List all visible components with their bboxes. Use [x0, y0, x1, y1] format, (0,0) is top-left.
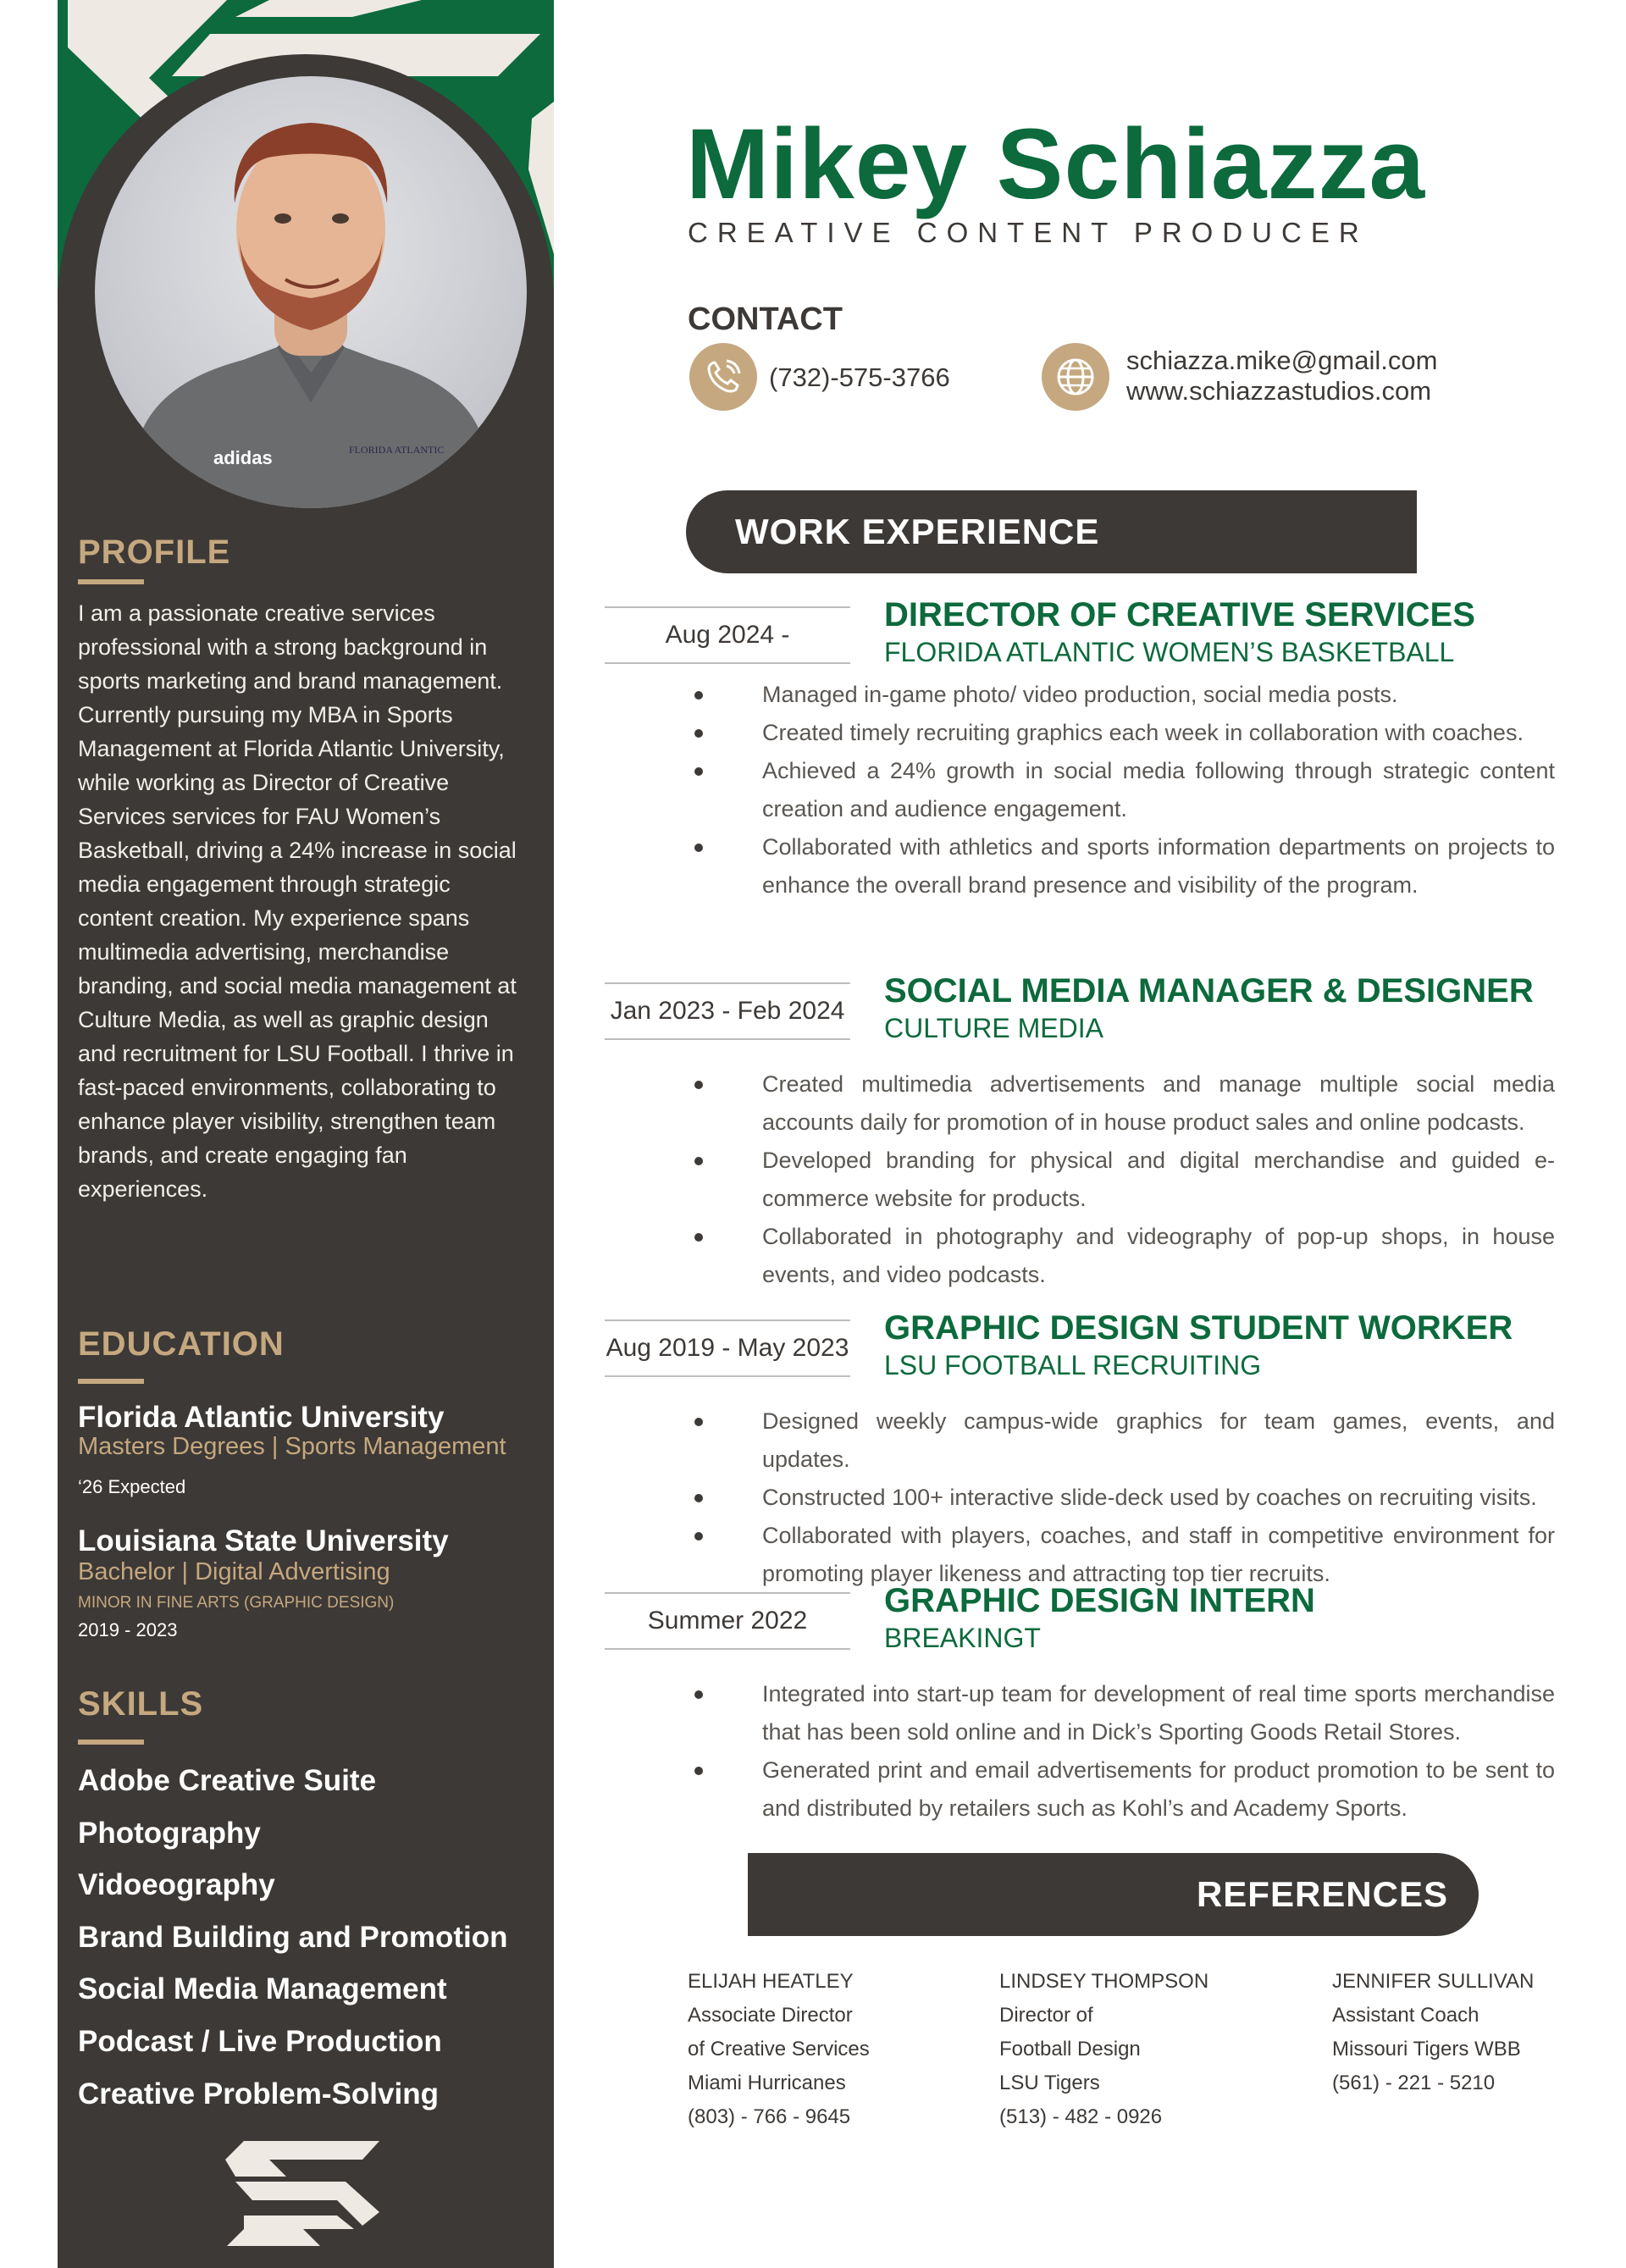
job-bullet: Constructed 100+ interactive slide-deck used by coaches on recruiting visits. — [694, 1479, 1555, 1517]
job-title: SOCIAL MEDIA MANAGER & DESIGNER — [884, 972, 1534, 1010]
job-bullet: Integrated into start-up team for development of real time sports merchandise that has been sold online and in Dick’s Sporting Goods Retail Stores. — [694, 1675, 1555, 1751]
skill-item: Creative Problem-Solving — [78, 2077, 439, 2110]
reference-phone: (513) - 482 - 0926 — [999, 2105, 1163, 2128]
edu-degree-fau: Masters Degrees | Sports Management — [78, 1433, 506, 1460]
reference-line: of Creative Services — [688, 2038, 870, 2061]
skill-item: Social Media Management — [78, 1972, 447, 2006]
reference-line: Director of — [999, 2004, 1093, 2027]
phone-number[interactable]: (732)-575-3766 — [769, 362, 950, 392]
job-bullet: Generated print and email advertisements for product promotion to be sent to and distributed by retailers such as Kohl’s and Academy Sports. — [694, 1751, 1555, 1828]
shirt-crest-text: FLORIDA ATLANTIC — [349, 444, 445, 456]
edu-minor-lsu: MINOR IN FINE ARTS (GRAPHIC DESIGN) — [78, 1594, 395, 1612]
reference-line: Assistant Coach — [1332, 2004, 1479, 2027]
email-link[interactable]: schiazza.mike@gmail.com — [1126, 346, 1438, 375]
reference-card — [688, 1965, 870, 2134]
reference-name: ELIJAH HEATLEY — [688, 1970, 854, 1993]
job-bullet: Collaborated in photography and videography of pop-up shops, in house events, and video podcasts. — [694, 1218, 1555, 1294]
edu-school-lsu: Louisiana State University — [78, 1524, 449, 1557]
job-bullets — [694, 676, 1555, 904]
skill-item: Brand Building and Promotion — [78, 1920, 508, 1954]
candidate-role: CREATIVE CONTENT PRODUCER — [688, 217, 1369, 248]
profile-heading: PROFILE — [78, 534, 231, 571]
work-experience-banner: WORK EXPERIENCE — [686, 490, 1417, 573]
skill-item: Photography — [78, 1816, 261, 1850]
profile-text: I am a passionate creative services professional with a strong background in sports marketing and brand management. Currently pursuing my MBA in Sports Management at Florida Atlantic University, while working as Director of Creative Services services for FAU Women’s Basketball, driving a 24% increase in social media engagement through strategic content creation. My experience spans multimedia advertising, merchandise branding, and social media management at Culture Media, as well as graphic design and recruitment for LSU Football. I thrive in fast-paced environments, collaborating to enhance player visibility, strengthen team brands, and create engaging fan experiences. — [78, 600, 517, 1202]
job-bullets — [694, 1402, 1555, 1593]
sidebar — [58, 0, 554, 2268]
job-bullet: Designed weekly campus-wide graphics for team games, events, and updates. — [694, 1402, 1555, 1479]
skills-rule — [78, 1740, 144, 1745]
skills-list — [78, 1760, 507, 2125]
reference-phone: (561) - 221 - 5210 — [1332, 2072, 1496, 2094]
reference-line: Football Design — [999, 2038, 1141, 2061]
job-dates: Jan 2023 - Feb 2024 — [605, 982, 850, 1040]
reference-name: JENNIFER SULLIVAN — [1332, 1970, 1535, 1993]
skill-item: Vidoeography — [78, 1868, 275, 1902]
reference-line: Missouri Tigers WBB — [1332, 2038, 1521, 2061]
job-title: DIRECTOR OF CREATIVE SERVICES — [884, 596, 1475, 633]
reference-org: Miami Hurricanes — [688, 2072, 846, 2094]
globe-icon — [1042, 343, 1109, 411]
job-bullets — [694, 1675, 1555, 1828]
reference-org: LSU Tigers — [999, 2072, 1100, 2094]
job-organization: LSU FOOTBALL RECRUITING — [884, 1350, 1262, 1380]
edu-years-lsu: 2019 - 2023 — [78, 1619, 178, 1640]
job-bullet: Created timely recruiting graphics each week in collaboration with coaches. — [694, 714, 1555, 752]
profile-photo — [95, 76, 527, 508]
skills-heading: SKILLS — [78, 1685, 204, 1723]
skill-item: Podcast / Live Production — [78, 2024, 442, 2058]
edu-school-fau: Florida Atlantic University — [78, 1401, 445, 1434]
references-banner: REFERENCES — [748, 1853, 1479, 1936]
monogram-logo-icon — [218, 2134, 388, 2253]
edu-note-fau: ‘26 Expected — [78, 1476, 186, 1497]
job-bullet: Developed branding for physical and digital merchandise and guided e-commerce website for products. — [694, 1142, 1555, 1218]
job-dates: Summer 2022 — [605, 1592, 850, 1650]
reference-phone: (803) - 766 - 9645 — [688, 2105, 851, 2128]
candidate-name: Mikey Schiazza — [686, 108, 1426, 220]
edu-degree-lsu: Bachelor | Digital Advertising — [78, 1558, 390, 1585]
reference-card — [999, 1965, 1208, 2134]
phone-icon — [689, 343, 757, 411]
contact-heading: CONTACT — [688, 301, 843, 337]
profile-rule — [78, 579, 144, 584]
job-dates: Aug 2019 - May 2023 — [605, 1319, 850, 1377]
job-dates: Aug 2024 - — [605, 606, 850, 664]
job-organization: CULTURE MEDIA — [884, 1013, 1103, 1043]
job-title: GRAPHIC DESIGN STUDENT WORKER — [884, 1309, 1513, 1347]
job-bullet: Achieved a 24% growth in social media following through strategic content creation and audience engagement. — [694, 752, 1555, 828]
reference-card — [1332, 1965, 1534, 2100]
job-title: GRAPHIC DESIGN INTERN — [884, 1582, 1315, 1619]
education-rule — [78, 1379, 144, 1384]
education-heading: EDUCATION — [78, 1325, 285, 1363]
job-organization: BREAKINGT — [884, 1623, 1041, 1653]
job-bullet: Collaborated with players, coaches, and staff in competitive environment for promoting player likeness and attracting top tier recruits. — [694, 1517, 1555, 1593]
job-bullets — [694, 1065, 1555, 1294]
job-bullet: Created multimedia advertisements and manage multiple social media accounts daily for promotion of in house product sales and online podcasts. — [694, 1065, 1555, 1142]
job-bullet: Managed in-game photo/ video production, social media posts. — [694, 676, 1555, 714]
reference-line: Associate Director — [688, 2004, 853, 2027]
website-link[interactable]: www.schiazzastudios.com — [1126, 376, 1432, 406]
shirt-brand-text: adidas — [213, 447, 273, 468]
skill-item: Adobe Creative Suite — [78, 1764, 377, 1797]
job-organization: FLORIDA ATLANTIC WOMEN’S BASKETBALL — [884, 637, 1455, 667]
reference-name: LINDSEY THOMPSON — [999, 1970, 1209, 1993]
job-bullet: Collaborated with athletics and sports information departments on projects to enhance the overall brand presence and visibility of the program. — [694, 828, 1555, 904]
